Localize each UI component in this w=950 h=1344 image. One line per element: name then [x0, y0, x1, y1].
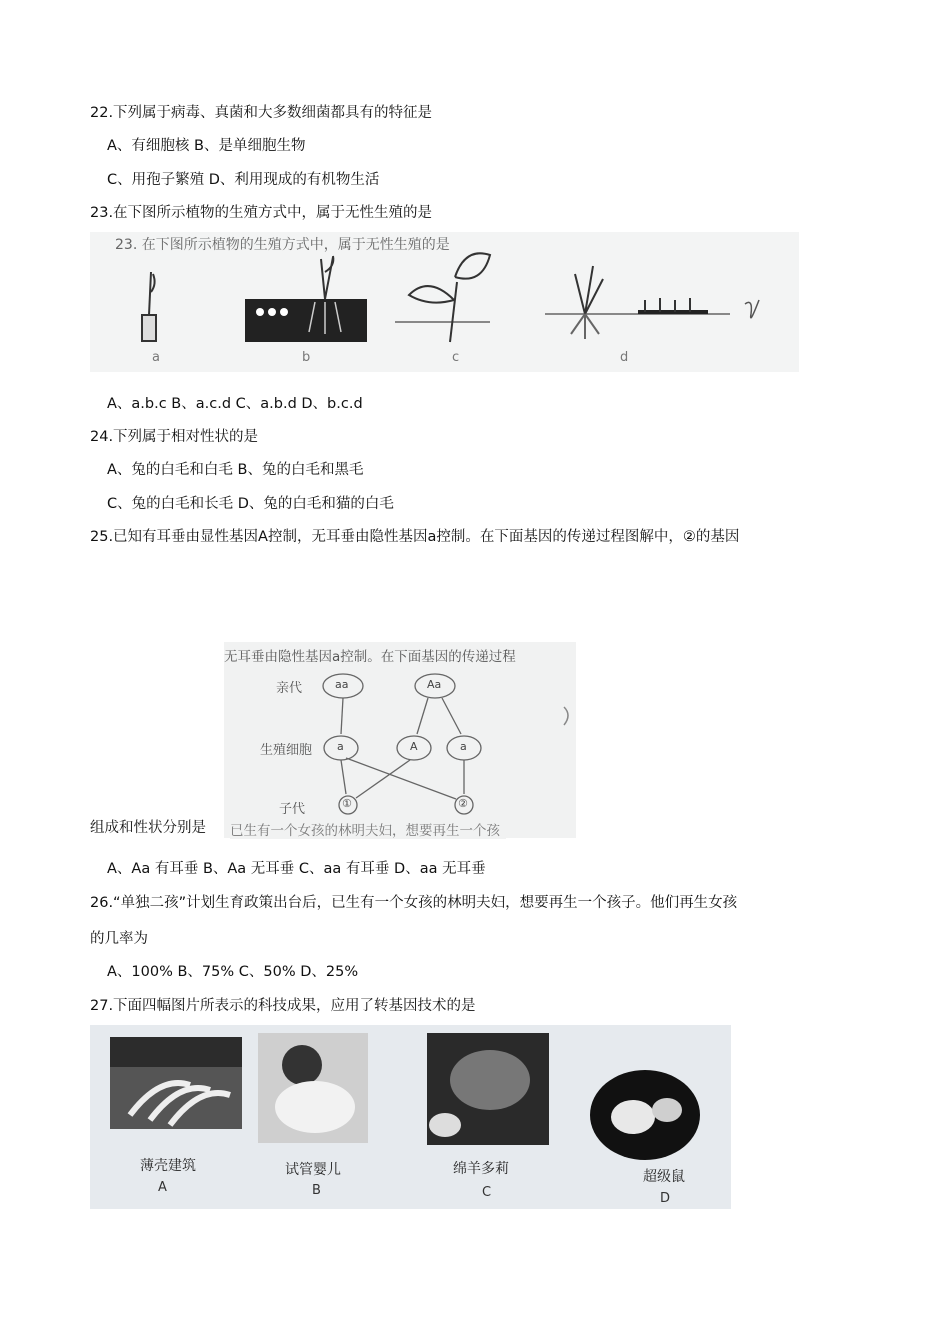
q25-fig-header: 无耳垂由隐性基因a控制。在下面基因的传递过程 — [224, 649, 516, 665]
q22-options-cd: C、用孢子繁殖 D、利用现成的有机物生活 — [107, 172, 380, 188]
q27-letter-b: B — [312, 1183, 321, 1198]
q23-figure-caption: 23. 在下图所示植物的生殖方式中，属于无性生殖的是 — [115, 237, 450, 253]
q26-options: A、100% B、75% C、50% D、25% — [107, 964, 359, 980]
q25-cell2: A — [410, 740, 418, 753]
q22-stem: 22.下列属于病毒、真菌和大多数细菌都具有的特征是 — [90, 105, 433, 121]
q27-letter-c: C — [482, 1185, 492, 1200]
q26-stem-continued: 的几率为 — [90, 931, 148, 947]
q23-stem: 23.在下图所示植物的生殖方式中，属于无性生殖的是 — [90, 205, 433, 221]
q25-stem-continued: 组成和性状分别是 — [90, 820, 206, 836]
q27-caption-b: 试管婴儿 — [285, 1162, 341, 1178]
q25-parent1-genotype: aa — [335, 678, 349, 691]
q26-stem: 26.“单独二孩”计划生育政策出台后，已生有一个女孩的林明夫妇，想要再生一个孩子。他们再生女孩 — [90, 895, 738, 911]
q25-child2: ② — [458, 797, 468, 810]
q27-caption-c: 绵羊多莉 — [453, 1161, 509, 1177]
photo-a — [110, 1037, 242, 1129]
photo-d — [590, 1070, 700, 1160]
q25-cell1: a — [337, 740, 344, 753]
photo-b — [258, 1033, 368, 1143]
q24-stem: 24.下列属于相对性状的是 — [90, 429, 259, 445]
q25-inheritance-diagram — [224, 642, 576, 838]
q25-cell3: a — [460, 740, 467, 753]
q22-options-ab: A、有细胞核 B、是单细胞生物 — [107, 138, 306, 154]
q27-stem: 27.下面四幅图片所表示的科技成果，应用了转基因技术的是 — [90, 998, 476, 1014]
q23-label-a: a — [152, 350, 160, 365]
photo-c — [427, 1033, 549, 1145]
technology-photos — [90, 1025, 731, 1209]
q25-row-parents: 亲代 — [276, 681, 303, 696]
q23-options: A、a.b.c B、a.c.d C、a.b.d D、b.c.d — [107, 396, 363, 412]
q24-options-cd: C、兔的白毛和长毛 D、兔的白毛和猫的白毛 — [107, 496, 394, 512]
q27-caption-a: 薄壳建筑 — [140, 1158, 196, 1174]
q25-row-germ-cells: 生殖细胞 — [260, 743, 313, 758]
q23-label-b: b — [302, 350, 311, 365]
q27-caption-d: 超级鼠 — [643, 1169, 685, 1185]
q27-letter-d: D — [660, 1191, 671, 1206]
q25-child1: ① — [342, 797, 352, 810]
q25-options: A、Aa 有耳垂 B、Aa 无耳垂 C、aa 有耳垂 D、aa 无耳垂 — [107, 861, 486, 877]
q25-fig-footer: 已生有一个女孩的林明夫妇，想要再生一个孩 — [230, 819, 506, 839]
q23-label-c: c — [452, 350, 460, 365]
grafting-drawing — [395, 253, 490, 342]
q27-figure — [90, 1025, 731, 1209]
q24-options-ab: A、兔的白毛和白毛 B、兔的白毛和黑毛 — [107, 462, 364, 478]
seedling-drawing — [245, 256, 367, 342]
layering-drawing — [545, 266, 730, 339]
q25-row-offspring: 子代 — [279, 802, 306, 817]
q25-parent2-genotype: Aa — [427, 678, 442, 691]
q25-stem: 25.已知有耳垂由显性基因A控制，无耳垂由隐性基因a控制。在下面基因的传递过程图解中，②的基因 — [90, 529, 740, 545]
q27-letter-a: A — [158, 1180, 167, 1195]
q23-label-d: d — [620, 350, 629, 365]
cutting-drawing — [142, 272, 156, 341]
q23-figure — [90, 232, 799, 372]
